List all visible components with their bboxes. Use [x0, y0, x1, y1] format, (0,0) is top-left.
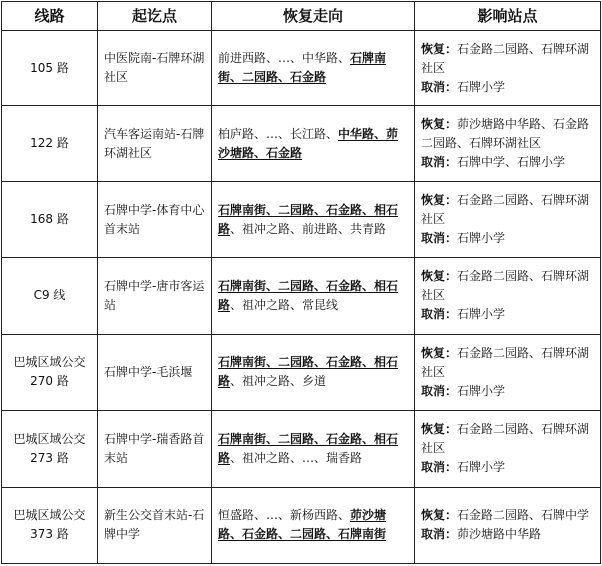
- restore-line: [421, 420, 594, 458]
- header-direction: 恢复走向: [212, 2, 415, 31]
- route-endpoints: 中医院南-石牌环湖社区: [98, 31, 212, 106]
- route-line: 巴城区域公交 270 路: [2, 334, 98, 410]
- table-row: [2, 334, 601, 410]
- table-row: [2, 411, 601, 487]
- cancel-label: 取消：: [421, 383, 458, 398]
- cancel-label: 取消：: [421, 527, 458, 542]
- cancel-stops: 石牌小学: [457, 460, 506, 475]
- restored-road-segment: 中华路、茆沙塘路、石金路: [218, 126, 399, 160]
- affected-stops: [415, 31, 601, 106]
- restore-label: 恢复：: [421, 269, 458, 284]
- route-direction: [212, 31, 415, 106]
- table-row: [2, 258, 601, 334]
- route-endpoints: 石牌中学-唐市客运站: [98, 258, 212, 334]
- road-segment: 、祖冲之路、…、瑞香路: [230, 450, 363, 465]
- route-endpoints: 汽车客运南站-石牌环湖社区: [98, 106, 212, 181]
- affected-stops: [415, 106, 601, 181]
- route-line: 168 路: [2, 181, 98, 257]
- restore-line: [421, 40, 594, 78]
- restore-label: 恢复：: [421, 117, 458, 132]
- cancel-line: [421, 153, 594, 172]
- restored-road-segment: 石牌南街、二园路、石金路: [218, 51, 387, 85]
- cancel-stops: 石牌小学: [457, 383, 506, 398]
- road-segment: 、祖冲之路、前进路、共青路: [230, 221, 387, 236]
- cancel-stops: 石牌小学: [457, 79, 506, 94]
- restored-road-segment: 石牌南街、二园路、石金路、相石路: [218, 431, 399, 465]
- route-endpoints: 石牌中学-体育中心首末站: [98, 181, 212, 257]
- cancel-label: 取消：: [421, 79, 458, 94]
- restore-line: [421, 344, 594, 382]
- restore-line: [421, 506, 594, 525]
- road-segment: 恒盛路、…、新杨西路、: [218, 508, 351, 523]
- table-row: [2, 31, 601, 106]
- route-line: 122 路: [2, 106, 98, 181]
- route-direction: [212, 181, 415, 257]
- cancel-line: [421, 525, 594, 544]
- cancel-label: 取消：: [421, 460, 458, 475]
- table-body: [2, 31, 601, 564]
- restore-label: 恢复：: [421, 345, 458, 360]
- restore-stops: 茆沙塘路中华路、石金路二园路、石牌环湖社区: [421, 117, 590, 151]
- restore-label: 恢复：: [421, 41, 458, 56]
- route-endpoints: 石牌中学-毛浜堰: [98, 334, 212, 410]
- header-line: 线路: [2, 2, 98, 31]
- restore-line: [421, 115, 594, 153]
- header-affected-stops: 影响站点: [415, 2, 601, 31]
- restore-label: 恢复：: [421, 422, 458, 437]
- restored-road-segment: 石牌南街、二园路、石金路、相石路: [218, 355, 399, 389]
- restore-stops: 石金路二园路、石牌中学: [457, 508, 590, 523]
- restored-road-segment: 石牌南街、二园路、石金路、相石路: [218, 278, 399, 312]
- header-endpoints: 起讫点: [98, 2, 212, 31]
- route-direction: [212, 411, 415, 487]
- restore-stops: 石金路二园路、石牌环湖社区: [421, 41, 590, 75]
- route-line: 巴城区域公交 373 路: [2, 487, 98, 563]
- cancel-line: [421, 78, 594, 97]
- affected-stops: [415, 334, 601, 410]
- cancel-stops: 石牌小学: [457, 307, 506, 322]
- restore-line: [421, 191, 594, 229]
- table-row: [2, 181, 601, 257]
- header-row: [2, 2, 601, 31]
- cancel-stops: 石牌小学: [457, 231, 506, 246]
- cancel-label: 取消：: [421, 307, 458, 322]
- route-endpoints: 新生公交首末站-石牌中学: [98, 487, 212, 563]
- route-line: 巴城区域公交 273 路: [2, 411, 98, 487]
- route-endpoints: 石牌中学-瑞香路首末站: [98, 411, 212, 487]
- restore-stops: 石金路二园路、石牌环湖社区: [421, 345, 590, 379]
- cancel-line: [421, 458, 594, 477]
- route-direction: [212, 334, 415, 410]
- route-line: C9 线: [2, 258, 98, 334]
- restore-stops: 石金路二园路、石牌环湖社区: [421, 422, 590, 456]
- cancel-stops: 茆沙塘路中华路: [457, 527, 542, 542]
- restore-line: [421, 267, 594, 305]
- cancel-line: [421, 229, 594, 248]
- road-segment: 柏庐路、…、长江路、: [218, 126, 339, 141]
- route-direction: [212, 258, 415, 334]
- cancel-label: 取消：: [421, 231, 458, 246]
- restored-road-segment: 石牌南街、二园路、石金路、相石路: [218, 202, 399, 236]
- road-segment: 、祖冲之路、乡道: [230, 374, 327, 389]
- cancel-stops: 石牌中学、石牌小学: [457, 155, 566, 170]
- cancel-label: 取消：: [421, 155, 458, 170]
- cancel-line: [421, 305, 594, 324]
- affected-stops: [415, 181, 601, 257]
- restore-stops: 石金路二园路、石牌环湖社区: [421, 269, 590, 303]
- affected-stops: [415, 411, 601, 487]
- road-segment: 前进西路、…、中华路、: [218, 51, 351, 66]
- restore-label: 恢复：: [421, 508, 458, 523]
- road-segment: 、祖冲之路、常昆线: [230, 297, 339, 312]
- cancel-line: [421, 382, 594, 401]
- table-row: [2, 487, 601, 563]
- restore-label: 恢复：: [421, 193, 458, 208]
- route-line: 105 路: [2, 31, 98, 106]
- affected-stops: [415, 487, 601, 563]
- table-row: [2, 106, 601, 181]
- affected-stops: [415, 258, 601, 334]
- restored-road-segment: 茆沙塘路、石金路、二园路、石牌南街: [218, 508, 387, 542]
- route-change-table: [1, 1, 601, 564]
- route-direction: [212, 106, 415, 181]
- restore-stops: 石金路二园路、石牌环湖社区: [421, 193, 590, 227]
- route-direction: [212, 487, 415, 563]
